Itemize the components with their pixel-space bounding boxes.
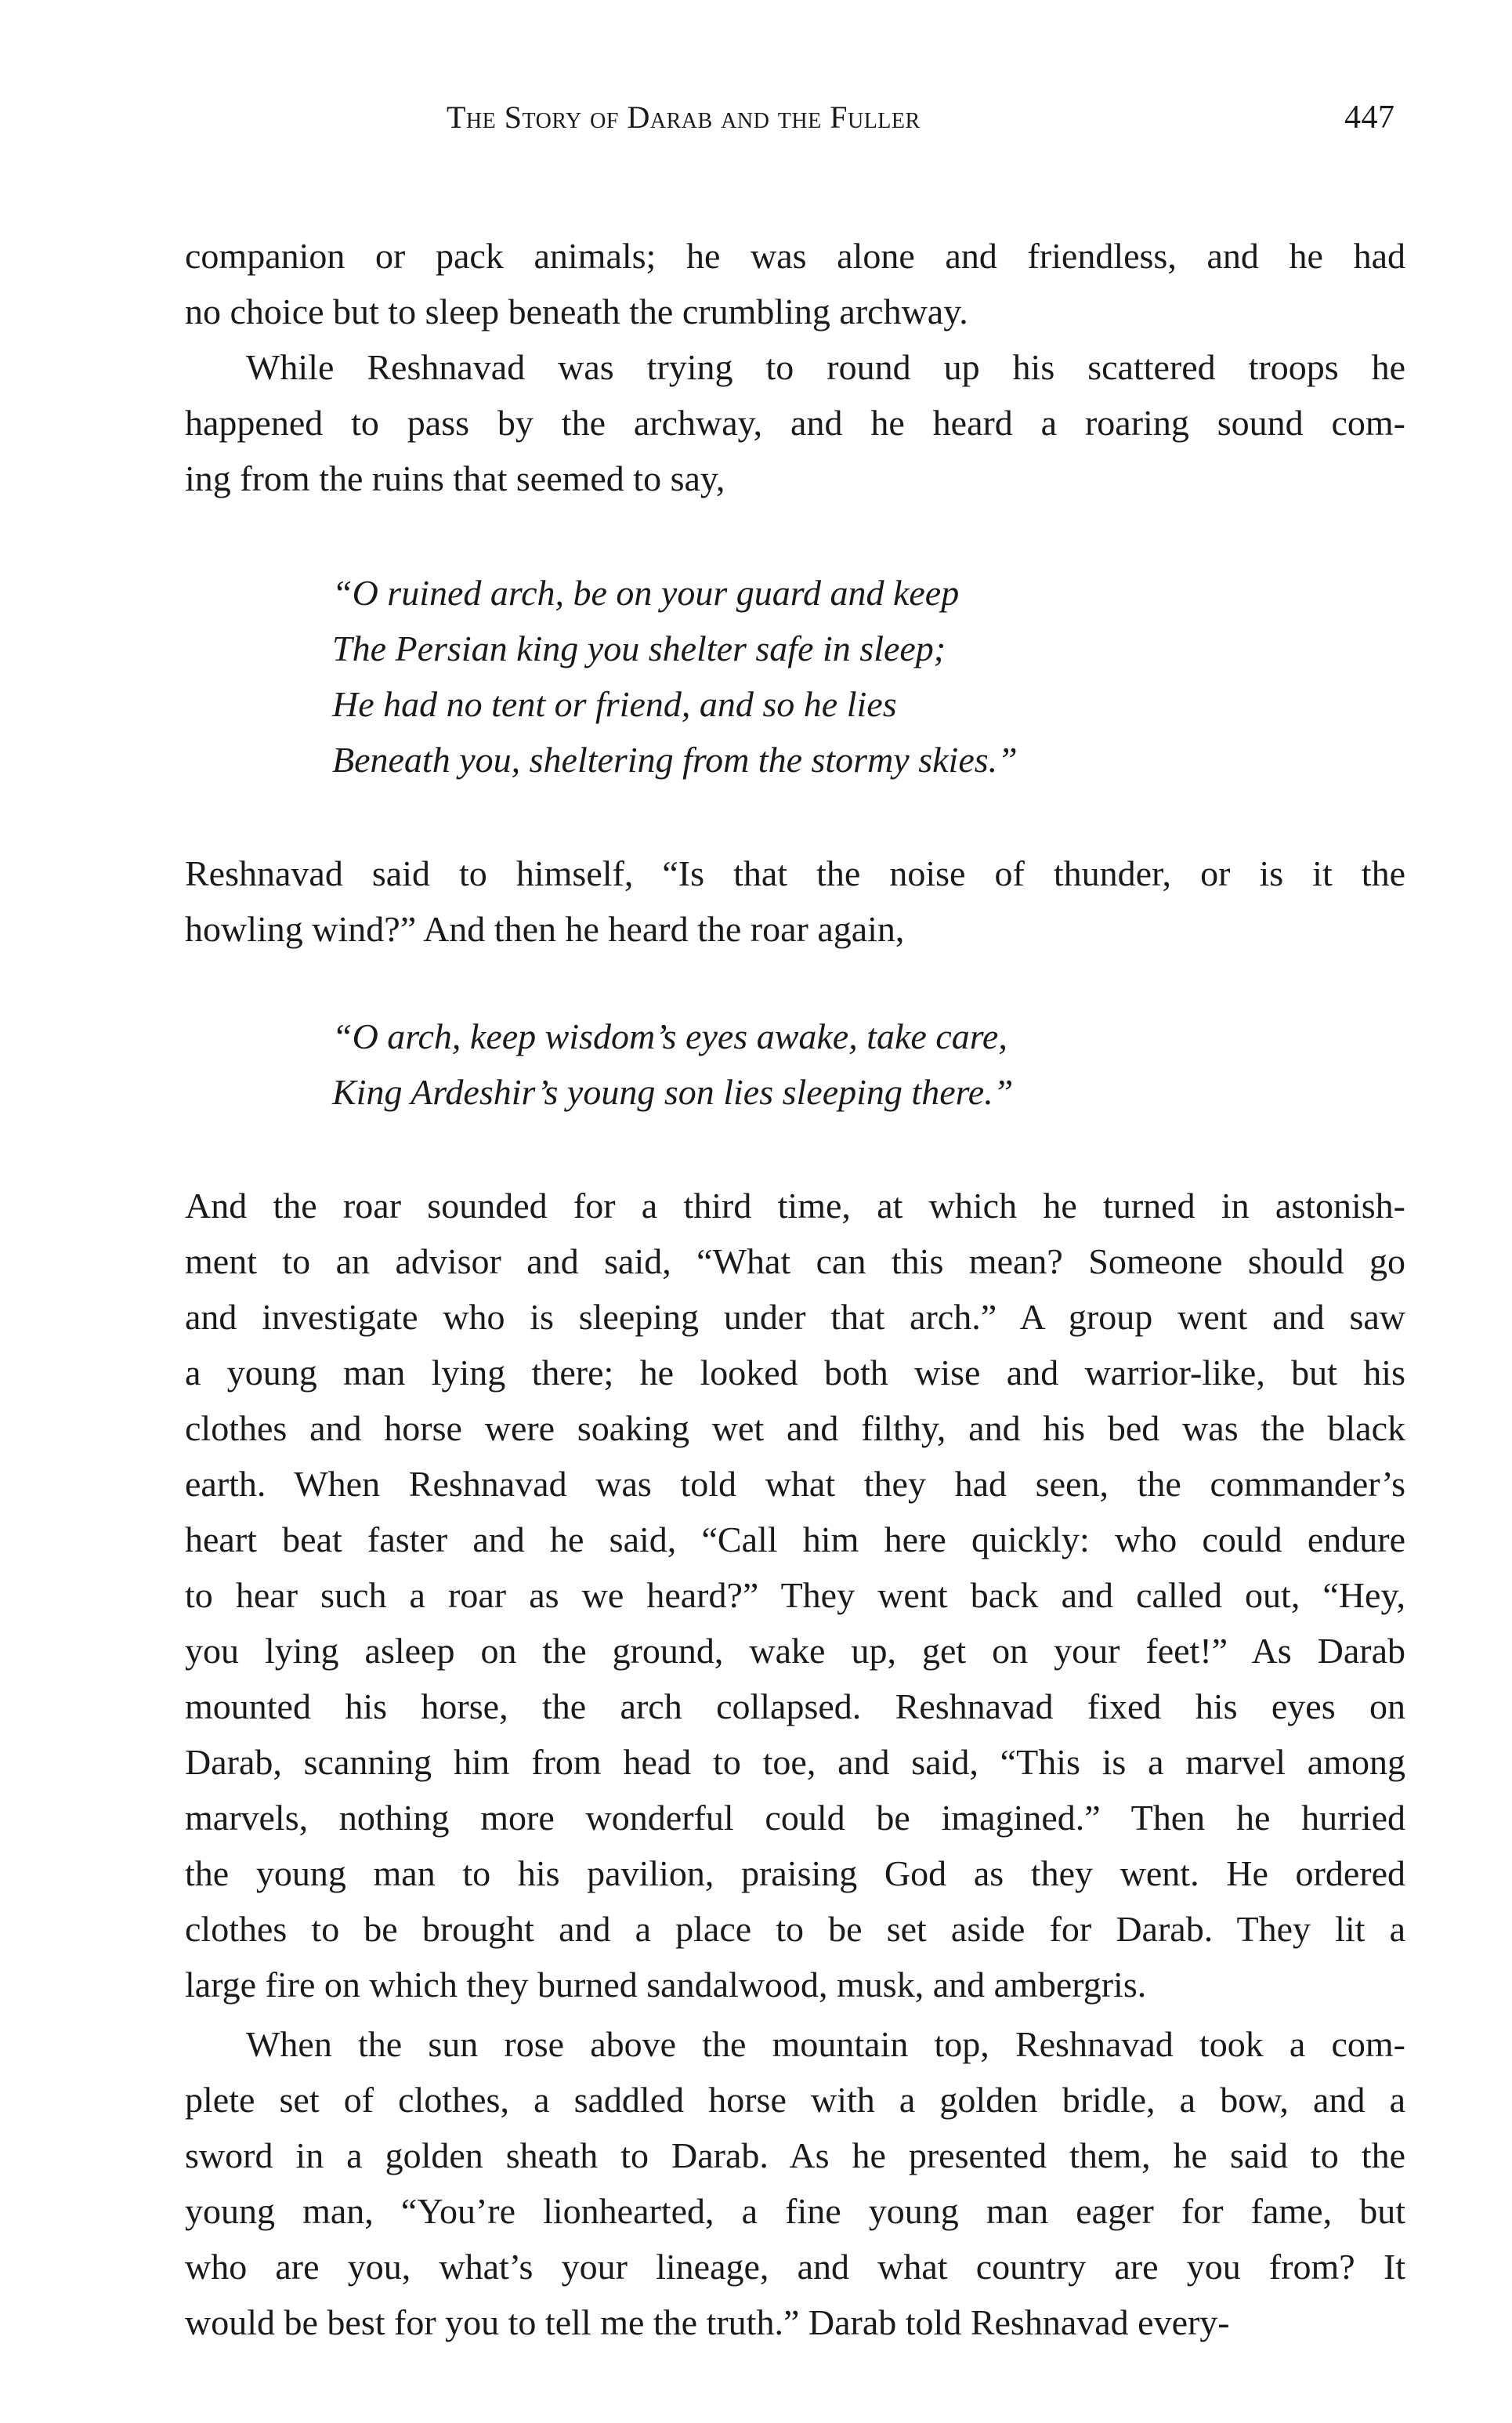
verse-line: “O arch, keep wisdom’s eyes awake, take care, bbox=[332, 1016, 1007, 1056]
verse-line: “O ruined arch, be on your guard and keep bbox=[332, 573, 960, 613]
page-number: 447 bbox=[1344, 100, 1395, 136]
text-line: companion or pack animals; he was alone and friendless, and he had bbox=[185, 236, 1405, 276]
text-line: you lying asleep on the ground, wake up, get on your feet!” As Darab bbox=[185, 1631, 1405, 1671]
text-line: and investigate who is sleeping under that arch.” A group went and saw bbox=[185, 1297, 1405, 1337]
running-head: The Story of Darab and the Fuller bbox=[447, 100, 921, 135]
verse-line: King Ardeshir’s young son lies sleeping there.” bbox=[332, 1072, 1014, 1112]
text-line: clothes and horse were soaking wet and filthy, and his bed was the black bbox=[185, 1408, 1405, 1448]
text-line: happened to pass by the archway, and he heard a roaring sound com- bbox=[185, 403, 1405, 443]
paragraph-2 bbox=[185, 846, 1405, 957]
verse-line: Beneath you, sheltering from the stormy skies.” bbox=[332, 740, 1018, 780]
text-line: When the sun rose above the mountain top, Reshnavad took a com- bbox=[246, 2024, 1405, 2064]
verse-1 bbox=[332, 565, 1018, 788]
text-line: young man, “You’re lionhearted, a fine young man eager for fame, but bbox=[185, 2191, 1405, 2231]
text-line: While Reshnavad was trying to round up his scattered troops he bbox=[246, 347, 1405, 387]
text-line: ing from the ruins that seemed to say, bbox=[185, 458, 725, 498]
text-line: no choice but to sleep beneath the crumbling archway. bbox=[185, 292, 968, 331]
text-line: a young man lying there; he looked both wise and warrior-like, but his bbox=[185, 1353, 1405, 1393]
text-line: sword in a golden sheath to Darab. As he presented them, he said to the bbox=[185, 2135, 1405, 2175]
text-line: to hear such a roar as we heard?” They went back and called out, “Hey, bbox=[185, 1575, 1405, 1615]
text-line: howling wind?” And then he heard the roar again, bbox=[185, 909, 905, 949]
text-line: ment to an advisor and said, “What can this mean? Someone should go bbox=[185, 1241, 1405, 1281]
text-line: heart beat faster and he said, “Call him here quickly: who could endure bbox=[185, 1519, 1405, 1559]
verse-line: The Persian king you shelter safe in sleep; bbox=[332, 628, 946, 668]
paragraph-3 bbox=[185, 1178, 1405, 2012]
text-line: mounted his horse, the arch collapsed. Reshnavad fixed his eyes on bbox=[185, 1686, 1405, 1726]
verse-2 bbox=[332, 1009, 1013, 1120]
text-line: large fire on which they burned sandalwood, musk, and ambergris. bbox=[185, 1965, 1147, 2005]
text-line: Darab, scanning him from head to toe, and said, “This is a marvel among bbox=[185, 1742, 1405, 1782]
text-line: marvels, nothing more wonderful could be imagined.” Then he hurried bbox=[185, 1798, 1405, 1838]
text-line: would be best for you to tell me the truth.” Darab told Reshnavad every- bbox=[185, 2302, 1230, 2342]
verse-line: He had no tent or friend, and so he lies bbox=[332, 684, 897, 724]
text-line: And the roar sounded for a third time, at which he turned in astonish- bbox=[185, 1186, 1405, 1226]
text-line: clothes to be brought and a place to be set aside for Darab. They lit a bbox=[185, 1909, 1405, 1949]
body-paragraphs-top bbox=[185, 228, 1405, 506]
text-line: plete set of clothes, a saddled horse with a golden bridle, a bow, and a bbox=[185, 2080, 1405, 2120]
text-line: earth. When Reshnavad was told what they had seen, the commander’s bbox=[185, 1464, 1405, 1504]
text-line: who are you, what’s your lineage, and what country are you from? It bbox=[185, 2247, 1405, 2287]
text-line: Reshnavad said to himself, “Is that the noise of thunder, or is it the bbox=[185, 853, 1405, 893]
text-line: the young man to his pavilion, praising God as they went. He ordered bbox=[185, 1853, 1405, 1893]
paragraph-4 bbox=[185, 2016, 1405, 2350]
